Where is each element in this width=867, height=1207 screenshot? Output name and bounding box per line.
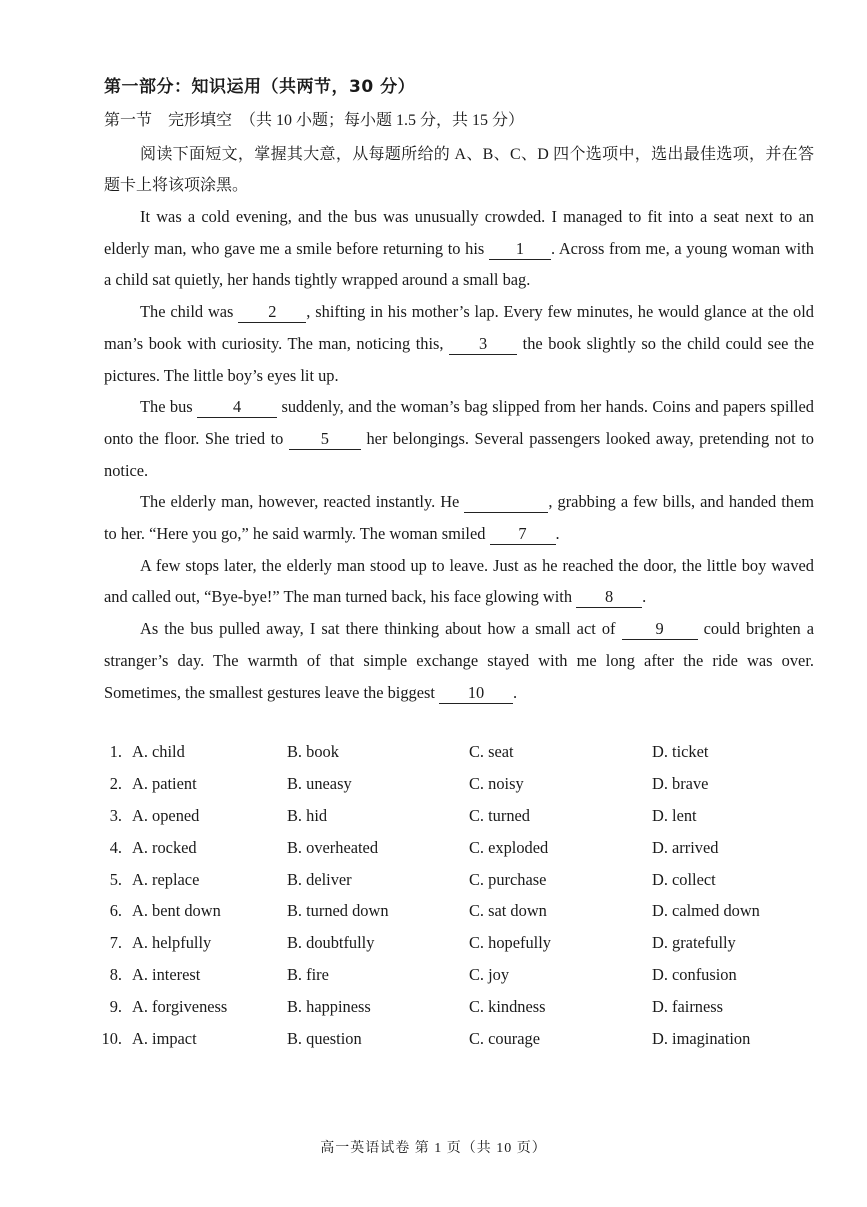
option-a: A. helpfully	[132, 933, 212, 953]
text: It was a cold evening, and the bus was unusually crowded. I managed to fit into a seat next to an elderly man, who gave me a smile before returning to his	[104, 207, 814, 258]
text: A few stops later, the elderly man stood up to leave. Just as he reached the door, the little boy waved and called out, “Bye-bye!” The man turned back, his face glowing with	[104, 555, 814, 607]
text: suddenly, and the woman’s bag slipped from her hands. Coins and papers spilled onto the floor. She tried to	[104, 397, 815, 448]
blank-6	[464, 492, 548, 513]
option-a: A. child	[132, 742, 185, 761]
option-a: A. opened	[132, 805, 200, 825]
question-number: 3.	[109, 805, 122, 825]
option-d: D. brave	[652, 773, 709, 793]
option-b: B. hid	[287, 805, 328, 825]
question-number: 4.	[109, 837, 122, 857]
option-b: B. doubtfully	[287, 933, 375, 953]
question-number: 9.	[109, 997, 122, 1017]
option-b: B. book	[287, 742, 339, 761]
paragraph-4	[104, 486, 814, 549]
blank-7: 7	[490, 524, 556, 545]
question-number: 7.	[109, 933, 122, 953]
option-row-8	[98, 965, 798, 997]
section-title: 第一节 完形填空 （共 10 小题；每小题 1.5 分，共 15 分）	[104, 112, 525, 129]
option-b: B. uneasy	[287, 773, 352, 793]
option-row-4	[98, 838, 798, 870]
blank-8: 8	[576, 587, 642, 608]
option-b: B. question	[287, 1029, 362, 1049]
option-c: C. turned	[469, 805, 531, 825]
option-a: A. forgiveness	[132, 997, 228, 1017]
text: .	[513, 682, 518, 702]
text: The bus	[140, 397, 198, 417]
option-d: D. arrived	[652, 837, 719, 857]
option-a: A. interest	[132, 965, 201, 985]
option-d: D. confusion	[652, 965, 737, 985]
option-c: C. purchase	[469, 869, 547, 889]
option-a: A. replace	[132, 869, 200, 889]
text: could brighten a stranger’s day. The warmth of that simple exchange stayed with me long after the ride was over. Sometimes, the smallest gestures leave the biggest	[104, 619, 814, 702]
text: , shifting in his mother’s lap. Every few minutes, he would glance at the old man’s book with curiosity. The man, noticing this,	[104, 302, 815, 353]
paragraph-3	[104, 391, 814, 486]
option-c: C. sat down	[469, 901, 547, 921]
option-d: D. ticket	[652, 742, 709, 761]
paragraph-2	[104, 296, 814, 391]
text: The child was	[140, 302, 239, 322]
text: .	[642, 587, 647, 607]
blank-1: 1	[489, 239, 551, 260]
option-c: C. noisy	[469, 773, 524, 793]
blank-3: 3	[449, 334, 517, 355]
paragraph-5	[104, 550, 814, 613]
option-d: D. collect	[652, 869, 716, 889]
option-row-7	[98, 933, 798, 965]
paragraph-6	[104, 613, 814, 708]
question-number: 6.	[109, 901, 122, 921]
option-row-6	[98, 901, 798, 933]
option-d: D. lent	[652, 805, 697, 825]
text: her belongings. Several passengers looked away, pretending not to notice.	[104, 428, 814, 480]
paragraph-1	[104, 201, 814, 296]
option-b: B. happiness	[287, 997, 371, 1017]
option-c: C. courage	[469, 1029, 540, 1049]
option-b: B. overheated	[287, 837, 379, 857]
text: As the bus pulled away, I sat there thinking about how a small act of	[140, 619, 622, 639]
blank-4: 4	[197, 397, 277, 418]
option-a: A. patient	[132, 773, 197, 793]
blank-5: 5	[289, 429, 361, 450]
text: . Across from me, a young woman with a child sat quietly, her hands tightly wrapped around a small bag.	[104, 238, 814, 290]
question-number: 1.	[109, 742, 122, 761]
text: The elderly man, however, reacted instantly. He	[140, 492, 465, 512]
option-row-5	[98, 870, 798, 902]
blank-10: 10	[439, 683, 513, 704]
option-d: D. gratefully	[652, 933, 736, 953]
blank-2: 2	[238, 302, 306, 323]
option-a: A. rocked	[132, 837, 197, 857]
blank-9: 9	[622, 619, 698, 640]
option-c: C. seat	[469, 742, 514, 761]
page-footer: 高一英语试卷 第 1 页（共 10 页）	[320, 1141, 547, 1156]
option-d: D. fairness	[652, 997, 724, 1017]
text: .	[555, 524, 560, 544]
option-b: B. fire	[287, 965, 329, 985]
option-row-10	[98, 1029, 798, 1061]
text: , grabbing a few bills, and handed them to her. “Here you go,” he said warmly. The woman smiled	[104, 492, 814, 544]
option-c: C. kindness	[469, 997, 546, 1017]
option-b: B. deliver	[287, 869, 352, 889]
option-row-3	[98, 806, 798, 838]
option-row-9	[98, 997, 798, 1029]
part-title: 第一部分：知识运用（共两节，30 分）	[104, 77, 416, 97]
question-number: 10.	[101, 1029, 122, 1049]
option-b: B. turned down	[287, 901, 389, 921]
options-list	[98, 742, 798, 1061]
option-d: D. imagination	[652, 1029, 751, 1049]
option-a: A. bent down	[132, 901, 221, 921]
instructions: 阅读下面短文，掌握其大意，从每题所给的 A、B、C、D 四个选项中，选出最佳选项，并在答题卡上将该项涂黑。	[104, 146, 814, 194]
option-c: C. hopefully	[469, 933, 551, 953]
question-number: 2.	[109, 773, 122, 793]
option-a: A. impact	[132, 1029, 197, 1049]
option-row-1	[98, 742, 798, 774]
option-d: D. calmed down	[652, 901, 760, 921]
text: the book slightly so the child could see the pictures. The little boy’s eyes lit up.	[104, 333, 814, 385]
option-row-2	[98, 774, 798, 806]
cloze-passage	[104, 201, 814, 708]
question-number: 8.	[109, 965, 122, 985]
question-number: 5.	[109, 869, 122, 889]
option-c: C. joy	[469, 965, 510, 985]
option-c: C. exploded	[469, 837, 549, 857]
